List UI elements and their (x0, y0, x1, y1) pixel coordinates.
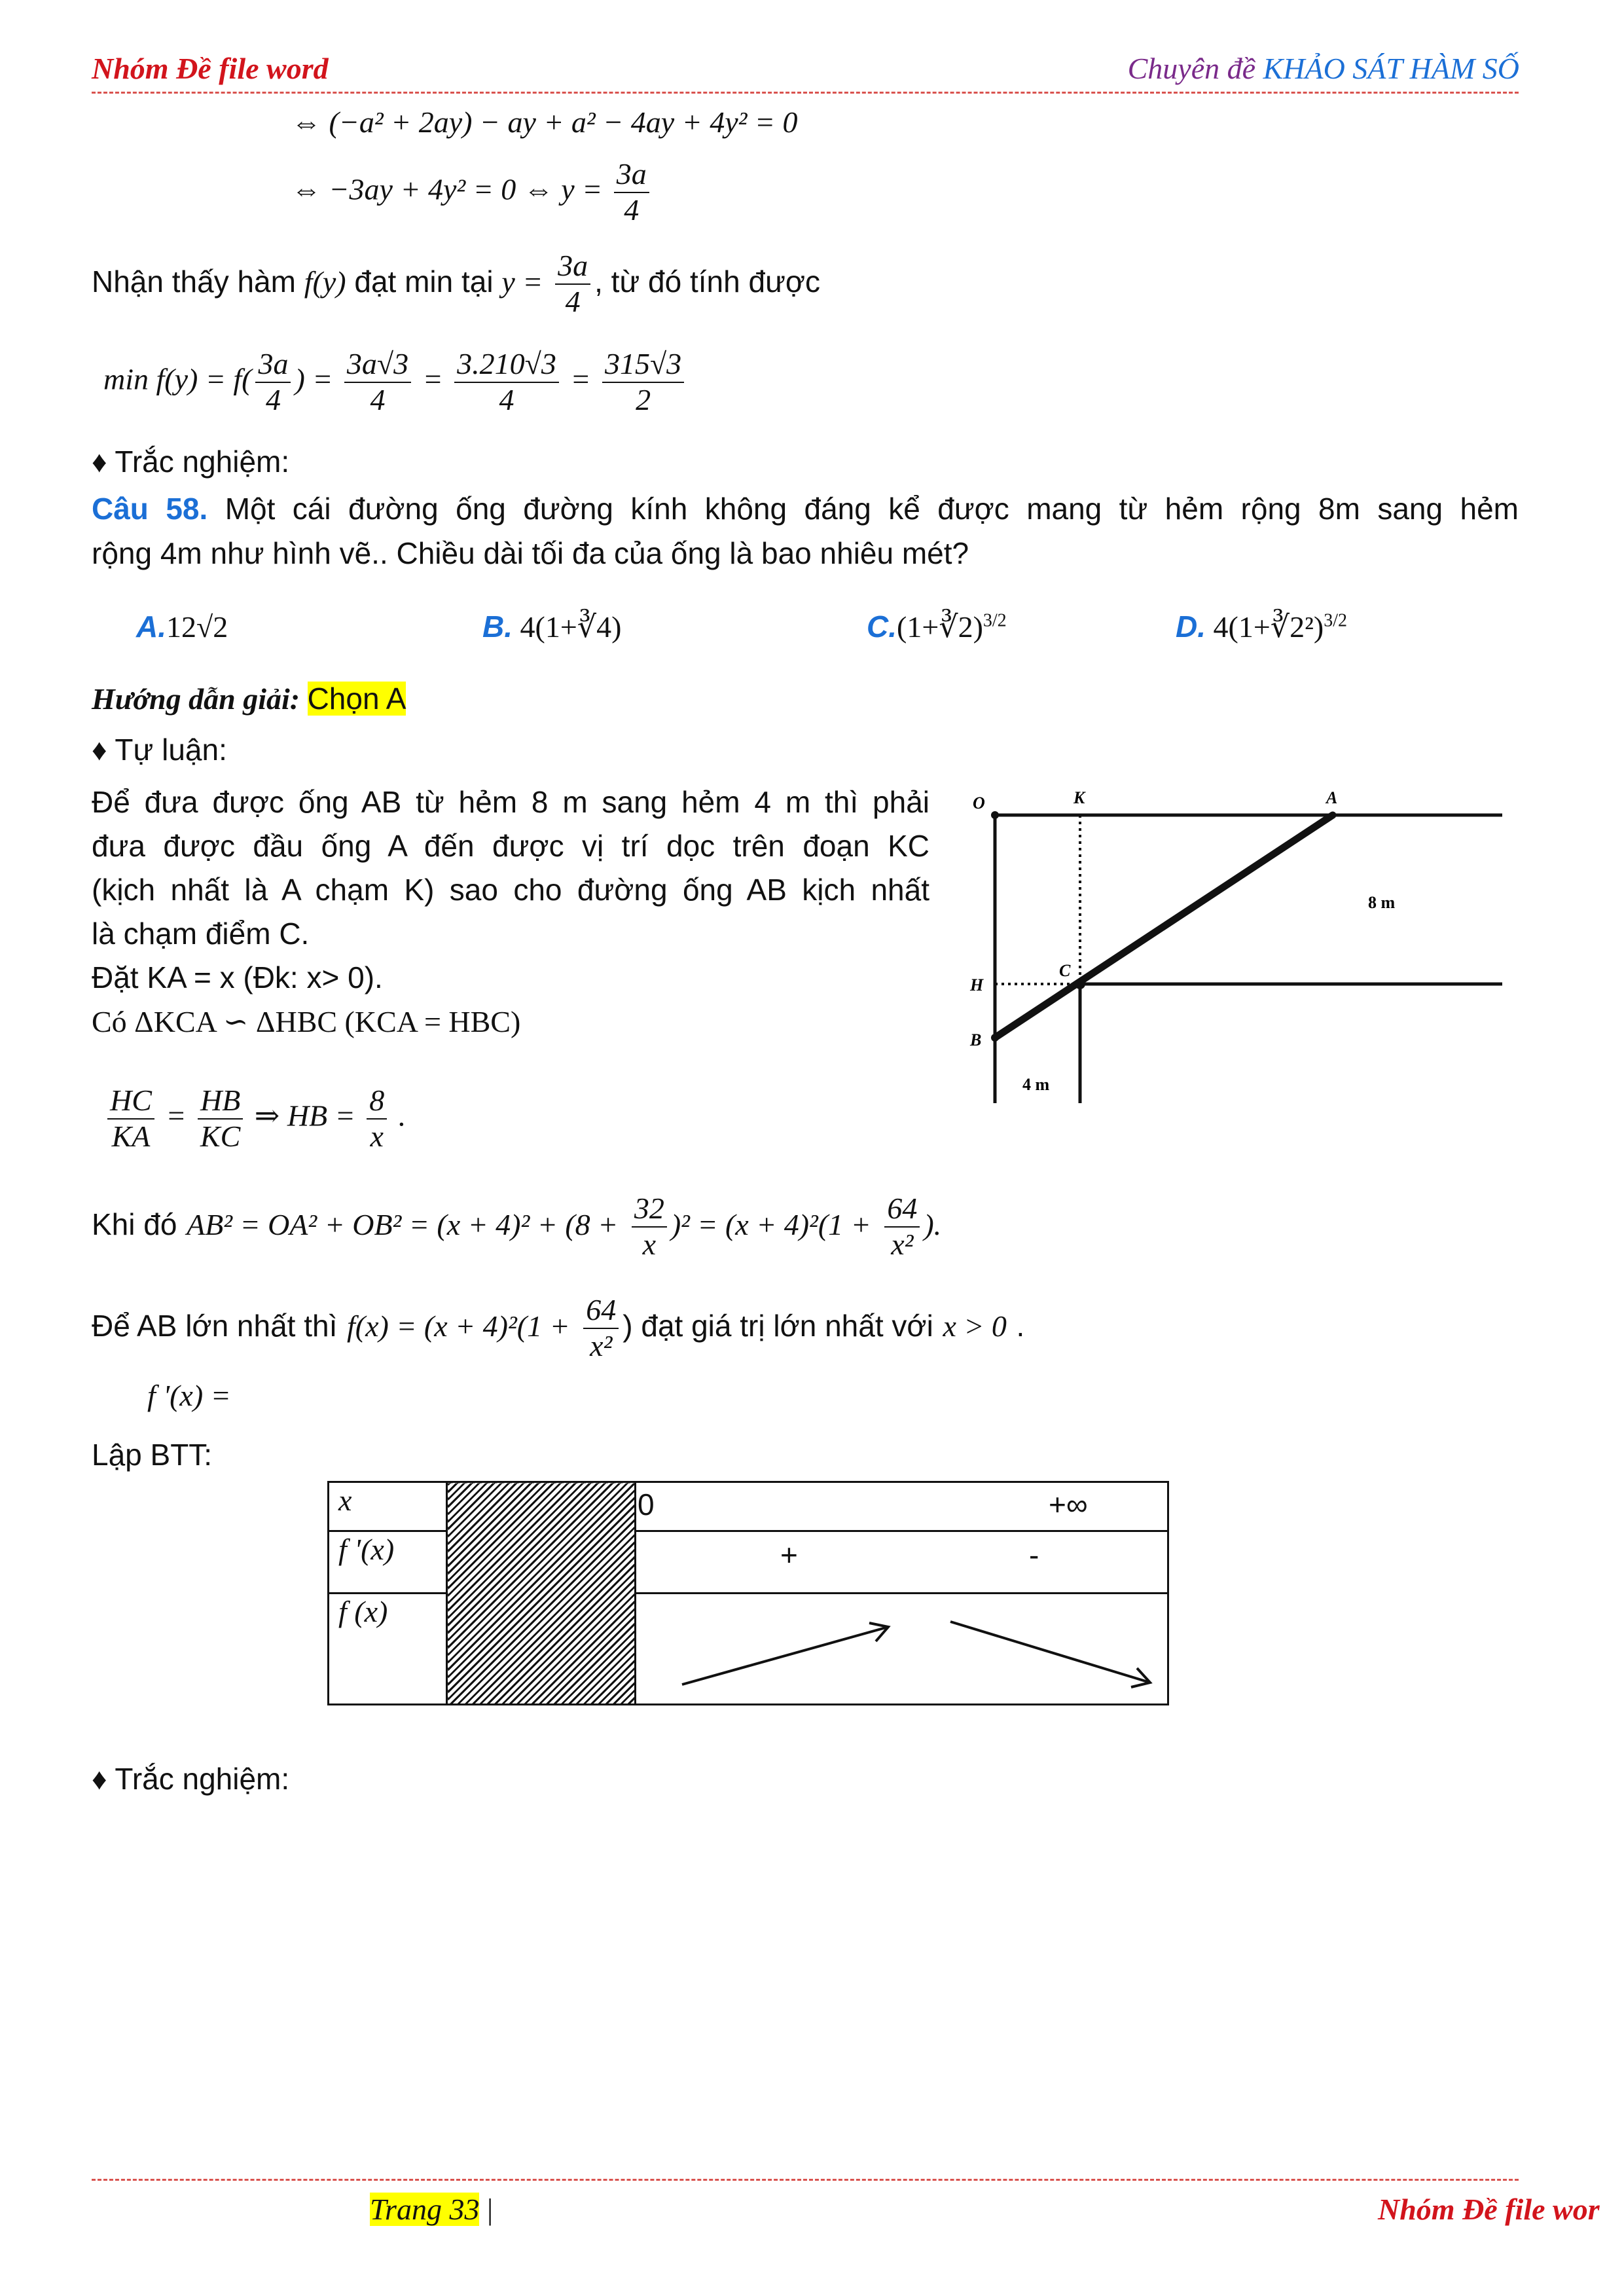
footer-page-word: Trang (370, 2193, 442, 2226)
de-ab-text-1: Để AB lớn nhất thì (92, 1308, 338, 1343)
khi-do-expr-1: AB² = OA² + OB² = (x + 4)² + (8 + (187, 1207, 619, 1241)
eq2-left: ⇔ −3ay + 4y² = 0 ⇔ y = (291, 172, 603, 206)
de-ab-den: x² (590, 1328, 613, 1362)
option-a[interactable] (136, 609, 228, 644)
min-t3-num: 315√3 (602, 347, 684, 383)
note-den: 4 (565, 284, 581, 318)
solution-p1: Để đưa được ống AB từ hẻm 8 m sang hẻm 4 m thì phải (92, 785, 929, 819)
de-ab-num: 64 (583, 1293, 619, 1329)
min-close: ) = (295, 362, 333, 396)
khi-do-num-1: 32 (632, 1192, 667, 1228)
solution-p4: là chạm điểm C. (92, 917, 310, 951)
option-a-value: 12√2 (166, 610, 228, 644)
eq2-num: 3a (614, 157, 649, 193)
khi-do-den-1: x (642, 1227, 657, 1261)
de-ab-expr: f(x) = (x + 4)²(1 + (347, 1309, 570, 1343)
note-line (92, 249, 820, 319)
footer-page-label (370, 2193, 479, 2226)
alley-diagram (962, 782, 1532, 1123)
min-f-num: 3a (255, 347, 291, 383)
footer-page (370, 2192, 493, 2227)
note-mid: đạt min tại (354, 264, 494, 299)
eq2-fraction (614, 157, 649, 228)
fprime-line: f '(x) = (147, 1379, 231, 1412)
min-line: min f(y) = f( $\frac{3a}{4}$ ) = $\frac{3a√3}{4}$ = $\frac{3.210√3}{4}$ = $\frac{315√3}{2}$ (103, 347, 688, 418)
table-row-x (329, 1482, 1168, 1531)
note-fraction (555, 249, 590, 319)
option-c-label: C. (867, 610, 897, 644)
ratio-b-den: KC (200, 1119, 241, 1153)
option-c-exp: 3/2 (983, 610, 1007, 631)
solution-p2: đưa được đầu ống A đến được vị trí dọc trên đoạn KC (92, 829, 929, 863)
diagram-pipe-ab (995, 815, 1333, 1038)
diagram-point-o (991, 811, 999, 819)
ratio-frac-b (198, 1084, 243, 1154)
ratio-c-num: 8 (367, 1084, 387, 1120)
ratio-line: $\frac{HC}{KA}$ = $\frac{HB}{KC}$ ⇒ HB = $\frac{8}{x}$ . (103, 1084, 406, 1154)
de-ab-end: . (1016, 1308, 1025, 1343)
note-func: f(y) (304, 265, 346, 299)
khi-do-frac-2 (884, 1192, 920, 1262)
option-a-label: A. (136, 610, 166, 644)
option-b[interactable] (482, 609, 621, 644)
option-b-value: 4(1+∛4) (520, 610, 622, 644)
min-f-den: 4 (265, 382, 281, 416)
question-text-2: rộng 4m như hình vẽ.. Chiều dài tối đa của ống là bao nhiêu mét? (92, 536, 969, 570)
solution-p5: Đặt KA = x (Đk: x> 0). (92, 960, 383, 994)
min-t3-den: 2 (636, 382, 651, 416)
de-ab-text-2: ) đạt giá trị lớn nhất với (623, 1308, 933, 1343)
min-t1-den: 4 (370, 382, 386, 416)
note-num: 3a (555, 249, 590, 285)
arrow-increasing (682, 1627, 888, 1685)
header-group-name: Nhóm Đề file word (92, 52, 329, 85)
table-f-label-text: f (x) (338, 1595, 388, 1628)
min-frac-2 (454, 347, 559, 418)
solution-choice: Chọn A (307, 682, 406, 716)
table-f-arrows (636, 1594, 1168, 1705)
table-f-label (329, 1594, 447, 1705)
solution-p6: Có ΔKCA ∽ ΔHBC (KCA = HBC) (92, 1005, 521, 1038)
diagram-label-b: B (970, 1030, 982, 1049)
khi-do-label: Khi đó (92, 1207, 177, 1241)
option-c[interactable] (867, 609, 1007, 644)
min-frac-1 (344, 347, 411, 418)
table-fprime-label-text: f '(x) (338, 1533, 395, 1566)
trac-nghiem-1: ♦ Trắc nghiệm: (92, 445, 290, 479)
ratio-a-den: KA (111, 1119, 151, 1153)
khi-do-line (92, 1192, 941, 1262)
min-lhs: min f(y) = f( (103, 362, 252, 396)
variation-table (327, 1481, 1169, 1705)
eq2-den: 4 (624, 192, 640, 227)
footer-group-name: Nhóm Đề file wor (1378, 2193, 1600, 2226)
lap-btt-label: Lập BTT: (92, 1438, 213, 1472)
diagram-label-c: C (1059, 961, 1071, 980)
question-text-1: Một cái đường ống đường kính không đáng kể được mang từ hẻm rộng 8m sang hẻm (225, 492, 1519, 526)
footer-separator: | (486, 2193, 494, 2226)
header-topic-title: KHẢO SÁT HÀM SỐ (1263, 52, 1519, 85)
de-ab-line (92, 1293, 1024, 1364)
table-x-label (329, 1482, 447, 1531)
question-label: Câu 58. (92, 492, 208, 526)
diagram-label-a: A (1326, 788, 1338, 807)
note-after: , từ đó tính được (594, 264, 821, 299)
solution-heading: Hướng dẫn giải: (92, 682, 300, 716)
de-ab-frac (583, 1293, 619, 1364)
khi-do-expr-2: )² = (x + 4)²(1 + (670, 1207, 871, 1241)
ratio-b-num: HB (198, 1084, 243, 1120)
khi-do-end: ). (924, 1207, 942, 1241)
option-b-label: B. (482, 610, 513, 644)
ratio-end: . (398, 1099, 406, 1133)
diagram-point-c (1075, 979, 1085, 989)
table-hatched-region (447, 1482, 636, 1705)
option-d-label: D. (1176, 610, 1206, 644)
ratio-arrow: ⇒ HB = (254, 1099, 355, 1133)
table-sign-minus: - (1029, 1538, 1039, 1572)
table-x-infinity: +∞ (1049, 1487, 1088, 1522)
diagram-label-8m: 8 m (1368, 893, 1396, 912)
footer-page-number: 33 (449, 2193, 480, 2226)
min-t2-num: 3.210√3 (454, 347, 559, 383)
table-x-zero: 0 (638, 1487, 655, 1522)
diagram-label-4m: 4 m (1022, 1075, 1050, 1094)
table-fprime-signs (636, 1531, 1168, 1594)
note-y-eq: y = (501, 265, 543, 299)
table-arrows-svg (636, 1594, 1153, 1702)
header-topic-prefix: Chuyên đề (1127, 52, 1263, 85)
table-x-values (636, 1482, 1168, 1531)
diagram-label-o: O (973, 793, 985, 812)
min-f-frac (255, 347, 291, 418)
question-line-1 (92, 491, 1519, 526)
trac-nghiem-2: ♦ Trắc nghiệm: (92, 1762, 290, 1796)
option-d-exp: 3/2 (1324, 610, 1347, 631)
ratio-a-num: HC (107, 1084, 154, 1120)
solution-p3: (kịch nhất là A chạm K) sao cho đường ống AB kịch nhất (92, 873, 929, 907)
arrow-decreasing (950, 1622, 1150, 1683)
de-ab-cond: x > 0 (943, 1309, 1007, 1343)
diagram-label-h: H (970, 975, 984, 994)
khi-do-num-2: 64 (884, 1192, 920, 1228)
equation-line-2 (291, 157, 653, 228)
min-frac-3 (602, 347, 684, 418)
min-t2-den: 4 (499, 382, 514, 416)
ratio-c-den: x (370, 1119, 384, 1153)
diagram-point-b (991, 1034, 999, 1042)
table-sign-plus: + (780, 1538, 798, 1572)
table-x-label-text: x (338, 1484, 352, 1517)
ratio-frac-a (107, 1084, 154, 1154)
khi-do-den-2: x² (891, 1227, 914, 1261)
tu-luan-label: ♦ Tự luận: (92, 733, 227, 767)
option-d-value: 4(1+∛2²) (1213, 610, 1324, 644)
note-before: Nhận thấy hàm (92, 264, 296, 299)
option-d[interactable] (1176, 609, 1347, 644)
ratio-frac-c (367, 1084, 387, 1154)
header-divider (92, 92, 1519, 94)
solution-paragraph (92, 780, 929, 1044)
option-c-value: (1+∛2) (897, 610, 983, 644)
khi-do-frac-1 (632, 1192, 667, 1262)
equation-line-1: ⇔ (−a² + 2ay) − ay + a² − 4ay + 4y² = 0 (291, 105, 798, 139)
footer-divider (92, 2179, 1519, 2181)
diagram-label-k: K (1074, 788, 1085, 807)
min-t1-num: 3a√3 (344, 347, 411, 383)
header-topic (1128, 51, 1519, 86)
solution-heading-line (92, 681, 406, 716)
table-fprime-label (329, 1531, 447, 1594)
alley-diagram-svg (962, 782, 1532, 1123)
